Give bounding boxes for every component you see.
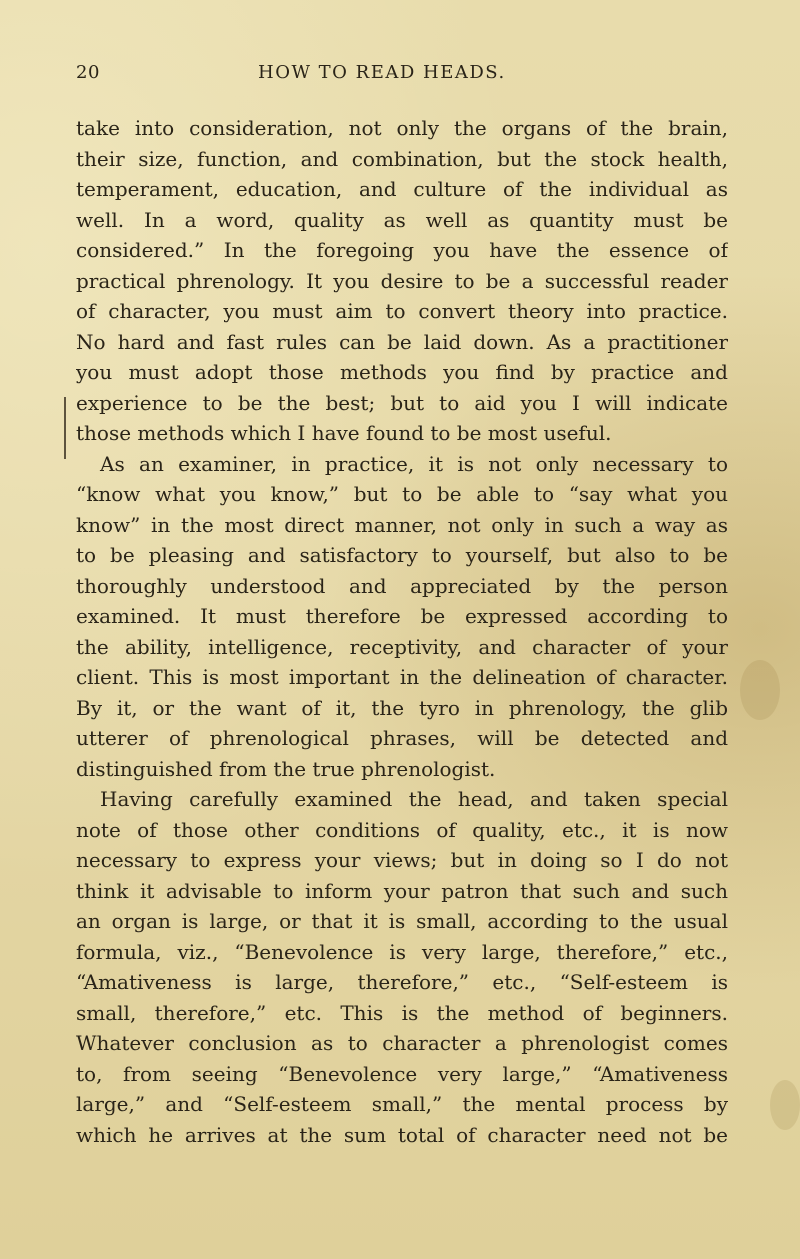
text-line: Having carefully examined the head, and taken special xyxy=(100,787,728,811)
text-line: client. This is most important in the delineation of character. xyxy=(76,665,728,689)
text-line: to, from seeing “Benevolence very large,” “Amativeness xyxy=(76,1061,728,1086)
paper-stain xyxy=(770,1080,800,1130)
text-line: small, therefore,” etc. This is the method of beginners. xyxy=(76,1000,728,1025)
text-line: considered.” In the foregoing you have the essence of xyxy=(76,238,728,262)
text-line: distinguished from the true phrenologist. xyxy=(76,756,496,781)
text-line: necessary to express your views; but in doing so I do not xyxy=(76,848,728,872)
text-line: formula, viz., “Benevolence is very large, therefore,” etc., xyxy=(76,939,728,964)
text-line: take into consideration, not only the organs of the brain, xyxy=(76,116,728,140)
text-line: No hard and fast rules can be laid down. As a practitioner xyxy=(76,329,728,354)
text-line: well. In a word, quality as well as quantity must be xyxy=(76,207,728,232)
text-line: the ability, intelligence, receptivity, and character of your xyxy=(76,634,728,659)
text-line: “know what you know,” but to be able to “say what you xyxy=(76,482,728,506)
text-line: large,” and “Self-esteem small,” the mental process by xyxy=(76,1092,728,1116)
text-line: which he arrives at the sum total of character need not be xyxy=(76,1122,728,1147)
paper-stain xyxy=(740,660,780,720)
text-line: you must adopt those methods you find by practice and xyxy=(76,360,728,384)
text-line: By it, or the want of it, the tyro in phrenology, the glib xyxy=(76,695,728,720)
text-line: know” in the most direct manner, not only in such a way as xyxy=(76,512,728,537)
running-head: HOW TO READ HEADS. xyxy=(258,62,506,83)
text-line: to be pleasing and satisfactory to yourself, but also to be xyxy=(76,543,728,567)
text-line: think it advisable to inform your patron that such and such xyxy=(76,878,728,903)
text-line: experience to be the best; but to aid you I will indicate xyxy=(76,390,728,415)
margin-mark xyxy=(64,397,66,459)
body-text xyxy=(76,113,728,1150)
text-line: “Amativeness is large, therefore,” etc., “Self-esteem is xyxy=(76,970,728,994)
text-line: their size, function, and combination, but the stock health, xyxy=(76,146,728,171)
text-line: those methods which I have found to be most useful. xyxy=(76,421,612,445)
text-line: examined. It must therefore be expressed according to xyxy=(76,604,728,628)
text-line: practical phrenology. It you desire to be a successful reader xyxy=(76,268,728,293)
text-line: note of those other conditions of quality, etc., it is now xyxy=(76,817,728,842)
text-line: utterer of phrenological phrases, will be detected and xyxy=(76,726,728,750)
text-line: As an examiner, in practice, it is not only necessary to xyxy=(100,451,728,476)
text-line: temperament, education, and culture of the individual as xyxy=(76,177,728,201)
page-number: 20 xyxy=(76,62,100,83)
text-line: Whatever conclusion as to character a phrenologist comes xyxy=(76,1031,728,1055)
text-line: of character, you must aim to convert theory into practice. xyxy=(76,299,728,323)
text-line: an organ is large, or that it is small, according to the usual xyxy=(76,909,728,933)
text-line: thoroughly understood and appreciated by the person xyxy=(76,573,728,598)
